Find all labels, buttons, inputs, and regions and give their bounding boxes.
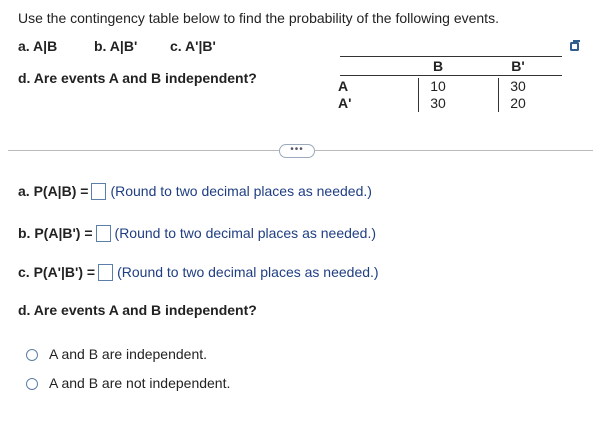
radio-icon[interactable] [26,349,38,361]
table-vrule-1 [418,78,419,112]
cell-a-b-prime: 30 [510,78,526,94]
divider-left [8,150,279,151]
event-d: d. Are events A and B independent? [18,70,257,86]
option-independent[interactable] [26,346,207,362]
question-d-label: d. Are events A and B independent? [18,302,257,318]
question-b [18,225,376,242]
question-a-hint: (Round to two decimal places as needed.) [110,183,372,199]
col-header-b: B [432,58,444,74]
event-a: a. A|B [18,38,58,54]
radio-icon[interactable] [26,378,38,390]
event-c: c. A'|B' [170,38,216,54]
question-b-label: b. P(A|B') = [18,225,93,241]
row-label-a: A [338,78,349,94]
answer-a-input[interactable] [91,183,106,200]
cell-a-b: 10 [430,78,446,94]
question-a [18,183,372,200]
event-b: b. A|B' [94,38,138,54]
divider-right [315,150,593,151]
cell-a-prime-b: 30 [430,95,446,111]
question-c-label: c. P(A'|B') = [18,264,96,280]
answer-c-input[interactable] [98,264,113,281]
col-header-b-prime: B' [511,58,525,74]
table-vrule-2 [498,78,499,112]
table-header-rule [340,75,562,76]
row-label-a-prime: A' [338,95,352,111]
option-not-independent-label: A and B are not independent. [49,375,231,391]
question-b-hint: (Round to two decimal places as needed.) [114,225,377,241]
cell-a-prime-b-prime: 20 [510,95,526,111]
question-c [18,264,379,281]
option-independent-label: A and B are independent. [49,346,208,362]
question-a-label: a. P(A|B) = [18,183,89,199]
table-top-rule [340,56,562,57]
option-not-independent[interactable] [26,375,230,391]
problem-intro: Use the contingency table below to find the probability of the following events. [18,10,499,26]
answer-b-input[interactable] [96,225,111,242]
copy-icon[interactable] [568,39,582,53]
question-c-hint: (Round to two decimal places as needed.) [117,264,379,280]
more-button[interactable]: ••• [279,144,315,158]
